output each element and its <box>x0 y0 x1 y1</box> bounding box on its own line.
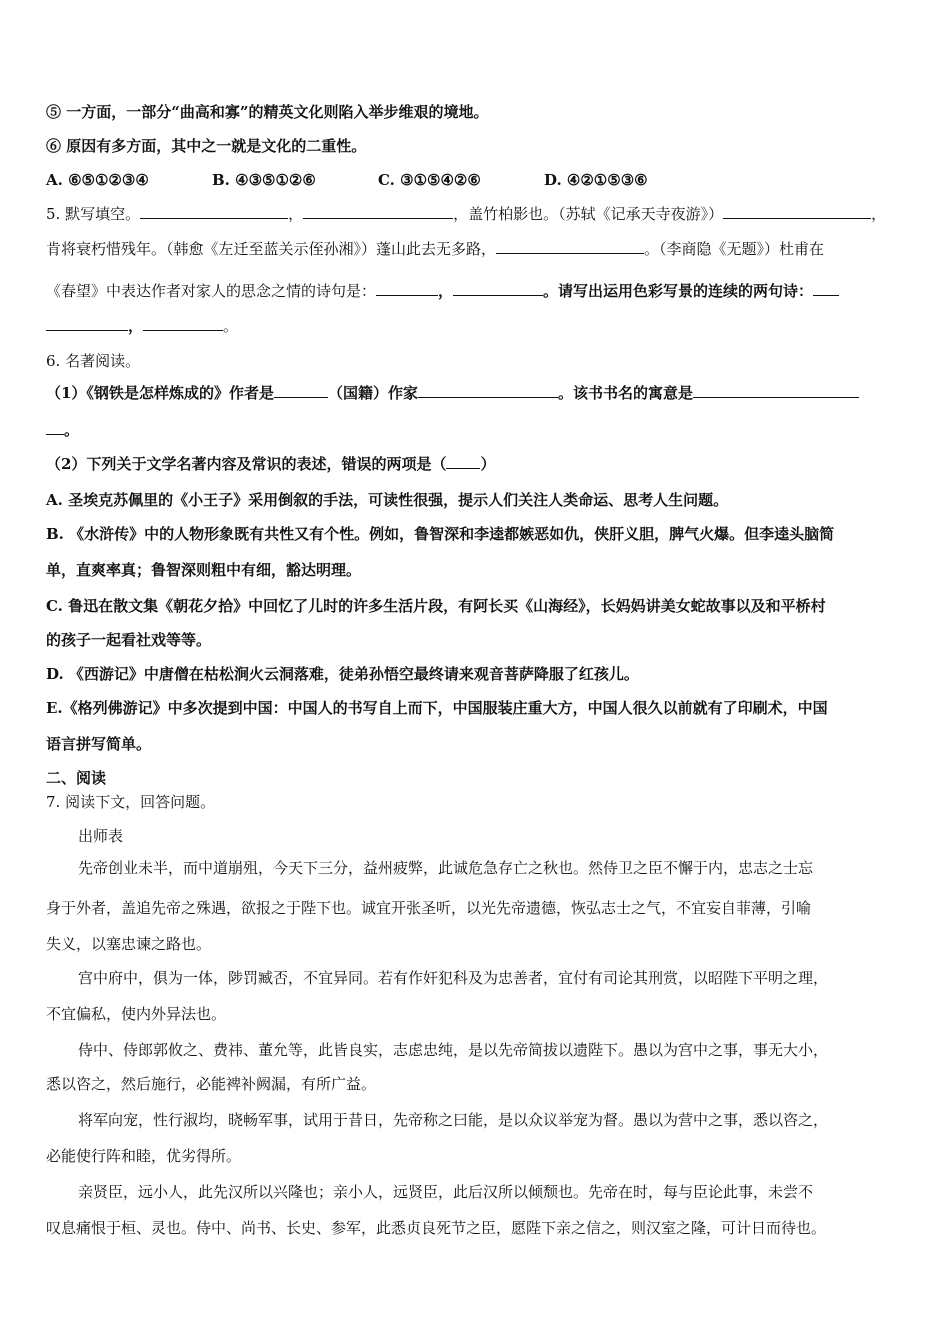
passage-p5-line2: 叹息痛恨于桓、灵也。侍中、尚书、长史、参军，此悉贞良死节之臣，愿陛下亲之信之，则汉室之隆，可计日而待也。 <box>46 1219 827 1237</box>
q6-sub1-cont <box>46 420 906 440</box>
q6-option-c-line1: C. 鲁迅在散文集《朝花夕拾》中回忆了儿时的许多生活片段，有阿长买《山海经》，长妈妈讲美女蛇故事以及和平桥村 <box>46 597 826 615</box>
q6-option-e-line1: E.《格列佛游记》中多次提到中国：中国人的书写自上而下，中国服装庄重大方，中国人很久以前就有了印刷术，中国 <box>46 699 828 717</box>
q5-blank-1[interactable] <box>140 204 288 219</box>
passage-p1-line1: 先帝创业未半，而中道崩殂，今天下三分，益州疲弊，此诚危急存亡之秋也。然侍卫之臣不懈于内，忠志之士忘 <box>78 859 814 877</box>
q5-part1-suffix: ，盖竹柏影也。（苏轼《记承天寺夜游》） <box>453 205 724 223</box>
q7-label: 7. 阅读下文，回答问题。 <box>46 793 216 811</box>
q4-option-d: D. ④②①⑤③⑥ <box>544 171 648 189</box>
q4-statement-6: ⑥ 原因有多方面，其中之一就是文化的二重性。 <box>46 137 367 155</box>
q6-option-e-line2: 语言拼写简单。 <box>46 735 152 753</box>
q6-sub2-answer-blank[interactable] <box>446 454 480 469</box>
q6-author-blank[interactable] <box>274 383 328 398</box>
passage-p4-line1: 将军向宠，性行淑均，晓畅军事，试用于昔日，先帝称之曰能，是以众议举宠为督。愚以为营中之事，悉以咨之， <box>78 1111 829 1129</box>
q5-line-4: ， 。 <box>46 316 906 336</box>
q5-line-2 <box>46 239 906 259</box>
q6-nationality-blank[interactable] <box>418 383 558 398</box>
q5-blank-2[interactable] <box>303 204 453 219</box>
q6-sub2-b: ） <box>480 455 496 473</box>
q5-blank-6[interactable] <box>453 281 543 296</box>
q6-sub1-b: （国籍）作家 <box>327 384 418 402</box>
q6-label: 6. 名著阅读。 <box>46 352 141 370</box>
passage-p4-line2: 必能使行阵和睦，优劣得所。 <box>46 1147 242 1165</box>
passage-p5-line1: 亲贤臣，远小人，此先汉所以兴隆也；亲小人，远贤臣，此后汉所以倾颓也。先帝在时，每与臣论此事，未尝不 <box>78 1183 814 1201</box>
q4-options <box>46 170 906 190</box>
passage-p2-line1: 宫中府中，俱为一体，陟罚臧否，不宜异同。若有作奸犯科及为忠善者，宜付有司论其刑赏，以昭陛下平明之理， <box>78 969 829 987</box>
q4-option-b: B. ④③⑤①②⑥ <box>212 171 316 189</box>
q5-line-3: 《春望》中表达作者对家人的思念之情的诗句是： ， 。请写出运用色彩写景的连续的两句诗： <box>46 281 906 301</box>
q6-option-c-line2: 的孩子一起看社戏等等。 <box>46 631 212 649</box>
q6-meaning-blank[interactable] <box>693 383 859 398</box>
q6-option-d: D. 《西游记》中唐僧在枯松涧火云洞落难，徒弟孙悟空最终请来观音菩萨降服了红孩儿。 <box>46 665 639 683</box>
q6-sub1-end: 。 <box>64 421 80 439</box>
passage-p1-line3: 失义，以塞忠谏之路也。 <box>46 935 212 953</box>
q4-option-a: A. ⑥⑤①②③④ <box>46 171 149 189</box>
q5-label: 5. 默写填空。 <box>46 205 141 223</box>
q6-sub1 <box>46 383 906 403</box>
q6-sub1-c: 。该书书名的寓意是 <box>557 384 693 402</box>
passage-p1-line2: 身于外者，盖追先帝之殊遇，欲报之于陛下也。诚宜开张圣听，以光先帝遗德，恢弘志士之气，不宜妄自菲薄，引喻 <box>46 899 812 917</box>
q6-option-b-line2: 单，直爽率真；鲁智深则粗中有细，豁达明理。 <box>46 561 362 579</box>
q6-sub2 <box>46 454 906 474</box>
section-heading: 二、阅读 <box>46 769 107 787</box>
q5-line3-a: 《春望》中表达作者对家人的思念之情的诗句是： <box>46 282 377 300</box>
q5-line2-b: 。（李商隐《无题》）杜甫在 <box>644 240 825 258</box>
q6-meaning-blank-cont[interactable] <box>46 420 64 435</box>
q5-blank-8[interactable] <box>143 316 223 331</box>
q5-blank-4[interactable] <box>496 239 644 254</box>
q5-line2-a: 肯将衰朽惜残年。（韩愈《左迁至蓝关示侄孙湘》）蓬山此去无多路， <box>46 240 497 258</box>
q4-option-c: C. ③①⑤④②⑥ <box>378 171 481 189</box>
q6-sub1-a: （1）《钢铁是怎样炼成的》作者是 <box>46 384 274 402</box>
q5-line-1: 5. 默写填空。 ， ，盖竹柏影也。（苏轼《记承天寺夜游》） ， <box>46 205 887 223</box>
passage-title: 出师表 <box>78 827 124 845</box>
q6-sub2-a: （2）下列关于文学名著内容及常识的表述，错误的两项是（ <box>46 455 447 473</box>
q5-blank-7-cont[interactable] <box>46 316 128 331</box>
q5-line3-b: 。请写出运用色彩写景的连续的两句诗： <box>543 282 814 300</box>
q5-blank-5[interactable] <box>376 281 438 296</box>
passage-p3-line2: 悉以咨之，然后施行，必能裨补阙漏，有所广益。 <box>46 1075 377 1093</box>
q6-option-a: A. 圣埃克苏佩里的《小王子》采用倒叙的手法，可读性很强，提示人们关注人类命运、思考人生问题。 <box>46 491 729 509</box>
q5-blank-7[interactable] <box>813 281 839 296</box>
q5-blank-3[interactable] <box>723 204 871 219</box>
passage-p2-line2: 不宜偏私，使内外异法也。 <box>46 1005 227 1023</box>
q5-line4-end: 。 <box>223 317 239 335</box>
passage-p3-line1: 侍中、侍郎郭攸之、费祎、董允等，此皆良实，志虑忠纯，是以先帝简拔以遗陛下。愚以为宫中之事，事无大小， <box>78 1041 829 1059</box>
q4-statement-5: ⑤ 一方面，一部分“曲高和寡”的精英文化则陷入举步维艰的境地。 <box>46 103 489 121</box>
q6-option-b-line1: B. 《水浒传》中的人物形象既有共性又有个性。例如，鲁智深和李逵都嫉恶如仇，侠肝义胆，脾气火爆。但李逵头脑简 <box>46 525 835 543</box>
